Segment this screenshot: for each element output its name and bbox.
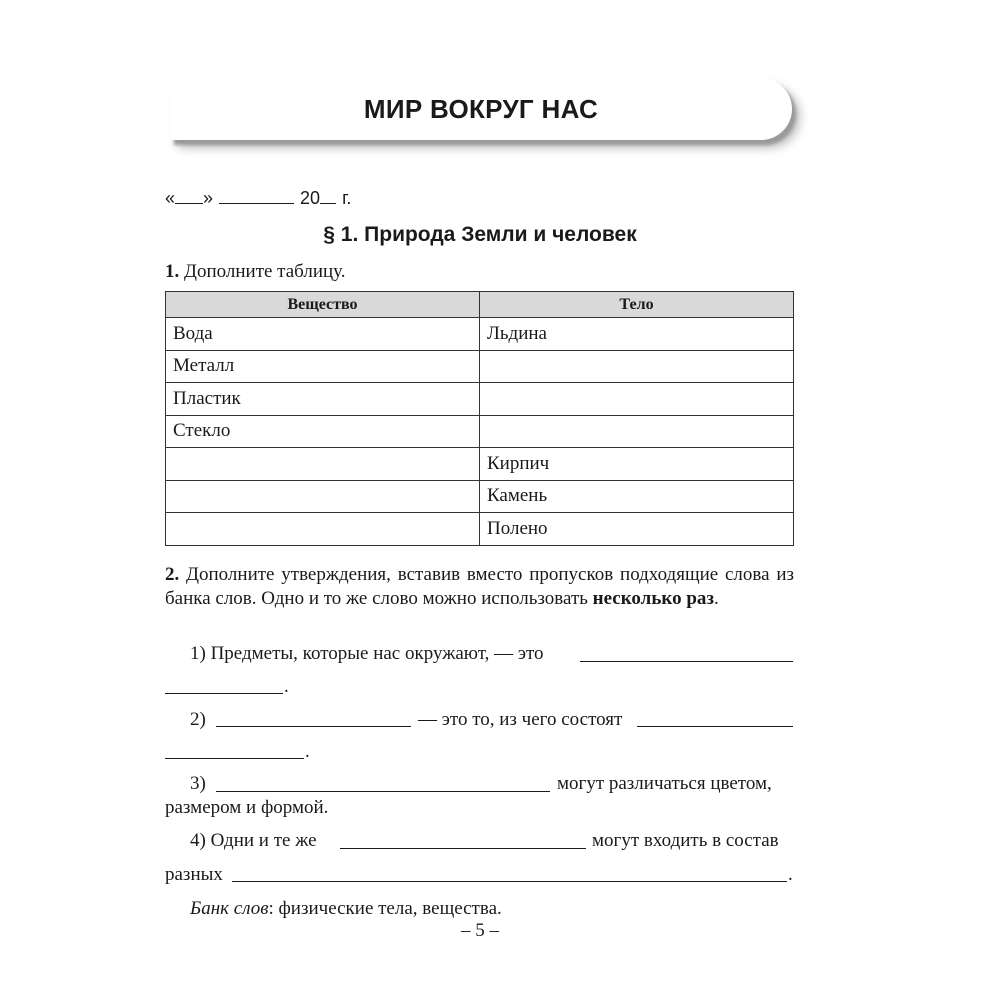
table-cell[interactable]	[166, 448, 480, 481]
statement-4-line2: разных	[165, 864, 223, 885]
chapter-title: МИР ВОКРУГ НАС	[363, 93, 599, 124]
word-bank-text: : физические тела, вещества.	[268, 898, 502, 919]
table-cell[interactable]: Пластик	[166, 383, 480, 416]
table-row	[166, 350, 794, 383]
column-header-body: Тело	[480, 292, 794, 318]
date-line	[165, 187, 351, 209]
substance-body-table	[165, 291, 794, 546]
statement-4-blank-b[interactable]	[232, 881, 787, 882]
table-row	[166, 415, 794, 448]
table-cell[interactable]	[480, 350, 794, 383]
table-cell[interactable]: Вода	[166, 318, 480, 351]
statement-1-blank-b[interactable]	[165, 693, 283, 694]
statement-4-text: могут входить в состав	[592, 830, 779, 851]
table-cell[interactable]	[480, 383, 794, 416]
statement-2-blank-a[interactable]	[216, 726, 411, 727]
statement-2-blank-b[interactable]	[637, 726, 793, 727]
section-title: § 1. Природа Земли и человек	[323, 223, 637, 246]
statement-2-blank-c[interactable]	[165, 758, 304, 759]
table-row	[166, 480, 794, 513]
day-blank[interactable]	[175, 187, 203, 204]
year-blank[interactable]	[320, 187, 336, 204]
task1-number: 1.	[165, 261, 180, 282]
word-bank	[190, 898, 502, 920]
table-cell[interactable]	[166, 480, 480, 513]
table-cell[interactable]: Кирпич	[480, 448, 794, 481]
task2-number: 2.	[165, 564, 180, 585]
task1-heading	[165, 261, 346, 283]
statement-1-text: 1) Предметы, которые нас окружают, — это	[190, 643, 544, 664]
task2-instruction-end: .	[714, 588, 719, 609]
date-open-quote: «	[165, 188, 176, 208]
page-number: – 5 –	[461, 920, 499, 941]
year-prefix: 20	[300, 188, 321, 208]
date-close-quote: »	[203, 188, 214, 208]
task2-instruction: Дополните утверждения, вставив вместо пропусков подходящие слова из банка слов. Одно и то же слово можно использовать	[165, 564, 795, 609]
month-blank[interactable]	[219, 187, 294, 204]
word-bank-label: Банк слов	[190, 898, 269, 919]
table-cell[interactable]: Металл	[166, 350, 480, 383]
statement-3-text: могут различаться цветом,	[557, 773, 772, 794]
table-cell[interactable]	[480, 415, 794, 448]
statement-4-end: .	[788, 864, 793, 885]
table-cell[interactable]: Камень	[480, 480, 794, 513]
table-row	[166, 513, 794, 546]
column-header-substance: Вещество	[166, 292, 480, 318]
statement-3-line2: размером и формой.	[165, 797, 329, 818]
table-cell[interactable]: Полено	[480, 513, 794, 546]
table-cell[interactable]: Стекло	[166, 415, 480, 448]
statement-1-end: .	[284, 676, 289, 697]
task1-instruction: Дополните таблицу.	[184, 261, 346, 282]
statement-2-mid: — это то, из чего состоят	[418, 709, 623, 730]
statement-4-blank-a[interactable]	[340, 848, 586, 849]
table-cell[interactable]	[166, 513, 480, 546]
table-header-row	[166, 292, 794, 318]
statement-4-start: 4) Одни и те же	[190, 830, 317, 851]
task2-instruction-paragraph	[165, 563, 794, 611]
statement-2-start: 2)	[190, 709, 206, 730]
statement-1-blank-a[interactable]	[580, 661, 793, 662]
statement-3-start: 3)	[190, 773, 206, 794]
table-row	[166, 448, 794, 481]
table-cell[interactable]: Льдина	[480, 318, 794, 351]
year-suffix: г.	[342, 188, 352, 208]
table-row	[166, 383, 794, 416]
statement-3-blank[interactable]	[216, 791, 550, 792]
table-row	[166, 318, 794, 351]
statement-2-end: .	[305, 741, 310, 762]
chapter-banner	[170, 78, 792, 140]
task2-instruction-bold: несколько раз	[592, 588, 715, 609]
